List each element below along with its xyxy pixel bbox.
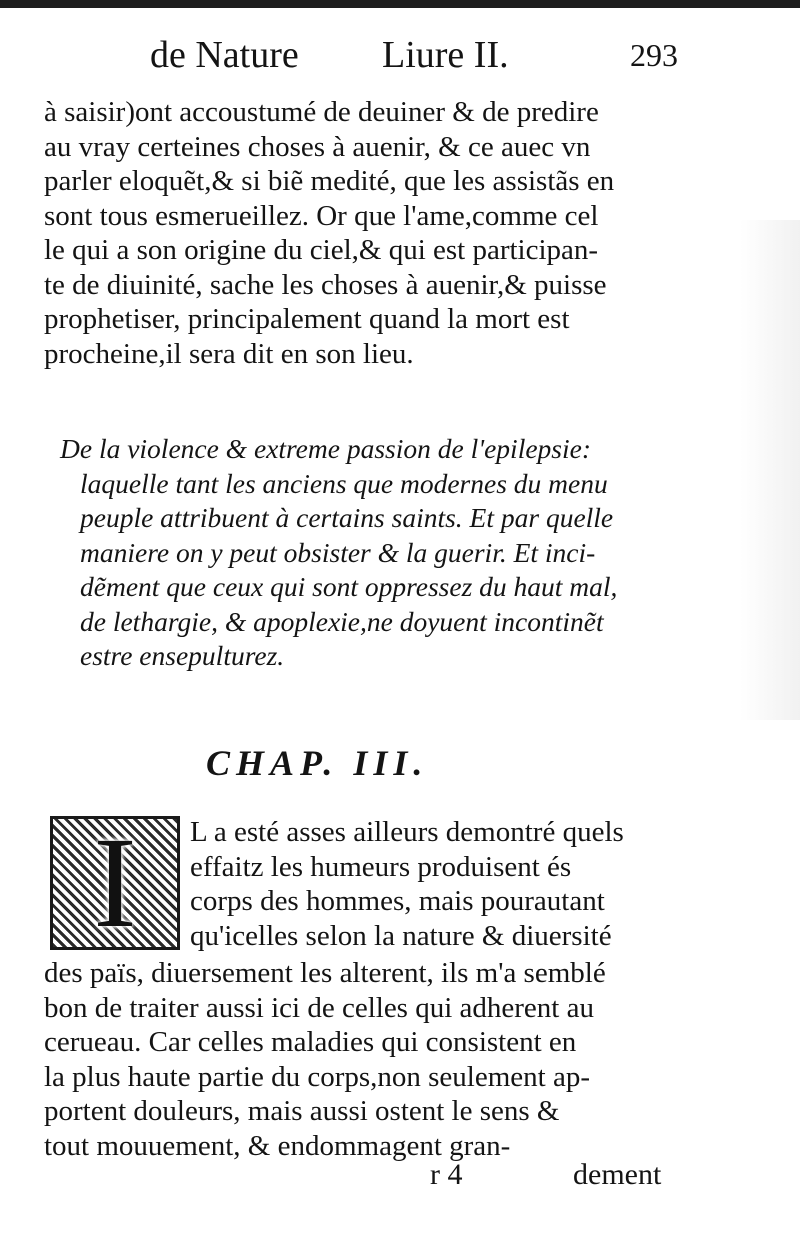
paragraph-2-continued [44, 956, 684, 1163]
text-line: prophetiser, principalement quand la mort est [44, 303, 570, 335]
heading-line: dẽment que ceux qui sont oppressez du haut mal, [80, 571, 618, 602]
heading-line: laquelle tant les anciens que modernes du menu [80, 467, 608, 499]
bleed-through-shadow [740, 220, 800, 720]
heading-line: maniere on y peut obsister & la guerir. Et inci- [80, 536, 596, 568]
text-line: tout mouuement, & endommagent gran- [44, 1129, 511, 1162]
text-line: effaitz les humeurs produisent és [190, 850, 572, 883]
text-line: bon de traiter aussi ici de celles qui adherent au [44, 991, 594, 1024]
decorated-initial [50, 811, 180, 955]
text-line: la plus haute partie du corps,non seulement ap- [44, 1060, 591, 1093]
text-line: des païs, diuersement les alterent, ils m'a semblé [44, 957, 606, 989]
paragraph-2-beside-initial [190, 815, 690, 953]
text-line: qu'icelles selon la nature & diuersité [190, 919, 612, 952]
text-line: corps des hommes, mais pourautant [190, 885, 605, 917]
text-line: parler eloquẽt,& si biẽ medité, que les assistãs en [44, 165, 615, 197]
text-line: portent douleurs, mais aussi ostent le sens & [44, 1095, 560, 1127]
section-heading [60, 432, 685, 674]
signature-mark: r 4 [430, 1158, 463, 1191]
heading-line: De la violence & extreme passion de l'epilepsie: [60, 433, 591, 464]
heading-line: estre ensepulturez. [80, 640, 285, 671]
text-line: sont tous esmerueillez. Or que l'ame,comme cel [44, 199, 599, 232]
chapter-title: CHAP. III. [206, 743, 429, 783]
text-line: cerueau. Car celles maladies qui consistent en [44, 1026, 577, 1058]
text-line: le qui a son origine du ciel,& qui est participan- [44, 234, 599, 266]
text-line: à saisir)ont accoustumé de deuiner & de predire [44, 96, 599, 128]
running-header [150, 30, 700, 80]
initial-letter: I [93, 811, 137, 955]
text-line: procheine,il sera dit en son lieu. [44, 337, 414, 370]
paragraph-1 [44, 95, 684, 371]
page-top-edge [0, 0, 800, 8]
text-line: au vray certeines choses à auenir, & ce auec vn [44, 130, 591, 163]
heading-line: de lethargie, & apoplexie,ne doyuent incontinẽt [80, 605, 604, 637]
page-number: 293 [630, 37, 678, 73]
catchword: dement [573, 1158, 662, 1191]
header-left-title: de Nature [150, 34, 299, 76]
header-book-number: Liure II. [382, 34, 509, 76]
text-line: L a esté asses ailleurs demontré quels [190, 816, 624, 848]
text-line: te de diuinité, sache les choses à auenir,& puisse [44, 268, 607, 301]
heading-line: peuple attribuent à certains saints. Et par quelle [80, 502, 614, 533]
page-footer [430, 1158, 680, 1198]
